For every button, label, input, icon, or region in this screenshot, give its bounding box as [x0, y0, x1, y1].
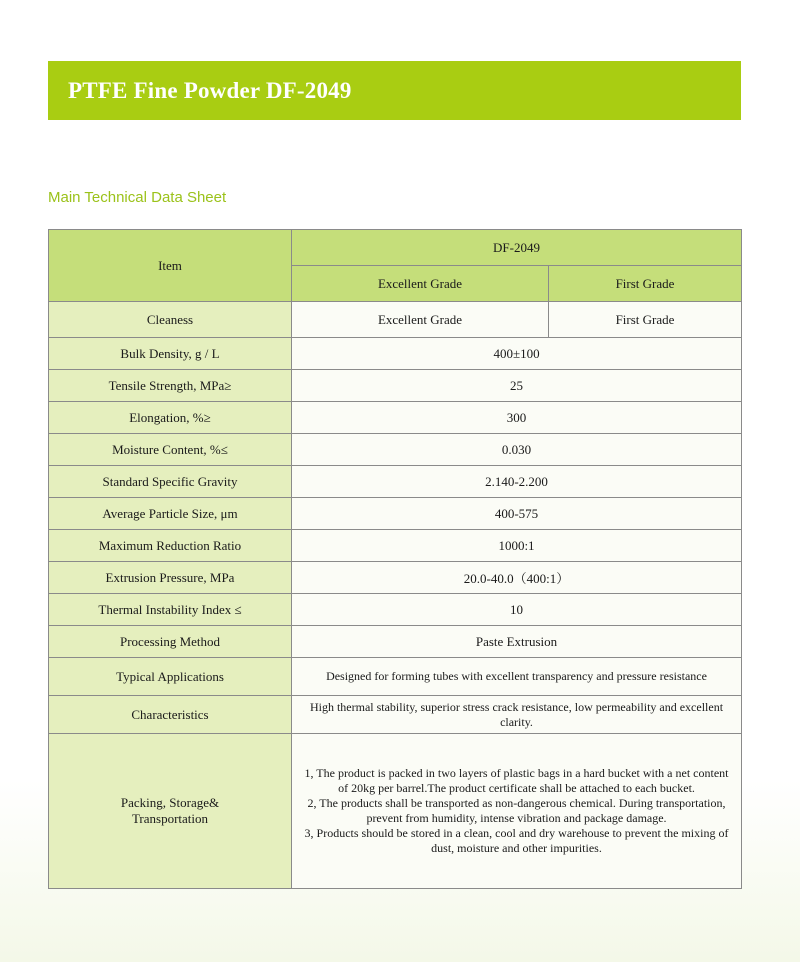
- row-value-first: First Grade: [549, 302, 742, 338]
- table-row: [49, 402, 742, 434]
- row-label: Standard Specific Gravity: [49, 466, 292, 498]
- table-row: [49, 530, 742, 562]
- section-title: Main Technical Data Sheet: [48, 189, 227, 206]
- packing-details: [292, 734, 742, 889]
- table-row: [49, 562, 742, 594]
- packing-item: 1, The product is packed in two layers of plastic bags in a hard bucket with a net content of 20kg per barrel.The product certificate shall be attached to each bucket.: [304, 766, 729, 795]
- row-value: Paste Extrusion: [292, 626, 742, 658]
- row-label: Typical Applications: [49, 658, 292, 696]
- row-value: 2.140-2.200: [292, 466, 742, 498]
- packing-item: 2, The products shall be transported as non-dangerous chemical. During transportation, prevent from humidity, intense vibration and package damage.: [307, 796, 726, 825]
- row-label: Characteristics: [49, 696, 292, 734]
- table-row: [49, 734, 742, 889]
- row-label: Processing Method: [49, 626, 292, 658]
- row-label: Extrusion Pressure, MPa: [49, 562, 292, 594]
- row-label: Cleaness: [49, 302, 292, 338]
- row-value: 300: [292, 402, 742, 434]
- packing-label-line: Packing, Storage&: [120, 795, 220, 810]
- table-row: [49, 466, 742, 498]
- table-row: [49, 302, 742, 338]
- table-header-row: [49, 230, 742, 266]
- table-row: [49, 434, 742, 466]
- table-row: [49, 626, 742, 658]
- page-title: PTFE Fine Powder DF-2049: [68, 77, 352, 103]
- row-label: Thermal Instability Index ≤: [49, 594, 292, 626]
- row-label: [49, 734, 292, 889]
- grade-header-excellent: Excellent Grade: [292, 266, 549, 302]
- grade-header-first: First Grade: [549, 266, 742, 302]
- packing-item: 3, Products should be stored in a clean, cool and dry warehouse to prevent the mixing of dust, moisture and other impurities.: [304, 826, 729, 855]
- packing-label-line: Transportation: [131, 811, 209, 826]
- row-label: Bulk Density, g / L: [49, 338, 292, 370]
- product-header: DF-2049: [292, 230, 742, 266]
- table-row: [49, 696, 742, 734]
- row-value: 25: [292, 370, 742, 402]
- table-row: [49, 658, 742, 696]
- item-header: Item: [49, 230, 292, 302]
- row-value: Designed for forming tubes with excellent transparency and pressure resistance: [292, 658, 742, 696]
- row-label: Elongation, %≥: [49, 402, 292, 434]
- row-value-excellent: Excellent Grade: [292, 302, 549, 338]
- row-value: 0.030: [292, 434, 742, 466]
- row-value: High thermal stability, superior stress crack resistance, low permeability and excellent clarity.: [292, 696, 742, 734]
- row-value: 10: [292, 594, 742, 626]
- title-banner: [48, 61, 741, 120]
- table-row: [49, 498, 742, 530]
- row-label: Maximum Reduction Ratio: [49, 530, 292, 562]
- table-row: [49, 594, 742, 626]
- row-label: Moisture Content, %≤: [49, 434, 292, 466]
- row-value: 400±100: [292, 338, 742, 370]
- technical-data-table: [48, 229, 742, 889]
- table-row: [49, 338, 742, 370]
- row-label: Average Particle Size, μm: [49, 498, 292, 530]
- table-row: [49, 370, 742, 402]
- row-value: 1000:1: [292, 530, 742, 562]
- row-value: 400-575: [292, 498, 742, 530]
- row-label: Tensile Strength, MPa≥: [49, 370, 292, 402]
- row-value: 20.0-40.0（400:1）: [292, 562, 742, 594]
